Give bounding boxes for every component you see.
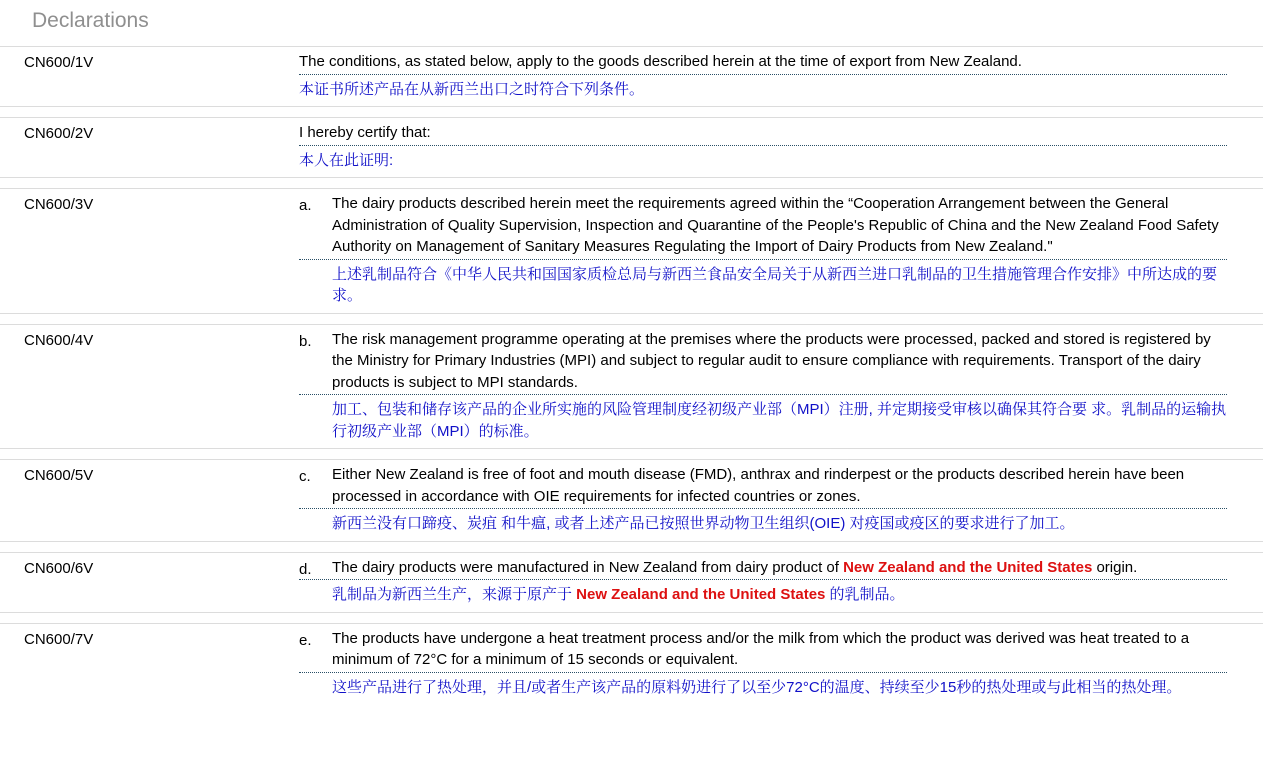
declaration-row: [0, 623, 1263, 705]
text-segment: origin.: [1092, 558, 1138, 576]
declaration-row: [0, 188, 1263, 314]
declaration-content: [299, 193, 1227, 307]
declaration-text-english: Either New Zealand is free of foot and mouth disease (FMD), anthrax and rinderpest or the products described herein have been processed in accordance with OIE requirements for infected countries or zones.: [299, 464, 1227, 509]
declaration-content: [299, 329, 1227, 443]
declaration-text-chinese: 本人在此证明:: [299, 151, 394, 169]
declaration-code: CN600/3V: [24, 196, 94, 213]
declaration-text-english: [299, 557, 1227, 581]
item-body: [332, 464, 1227, 535]
item-letter: e.: [299, 631, 312, 649]
text-segment: The dairy products were manufactured in New Zealand from dairy product of: [332, 558, 844, 576]
item-letter: d.: [299, 560, 312, 578]
declaration-text-english: The conditions, as stated below, apply to the goods described herein at the time of export from New Zealand.: [299, 51, 1227, 75]
declaration-text-chinese: 加工、包装和储存该产品的企业所实施的风险管理制度经初级产业部（MPI）注册, 并定期接受审核以确保其符合要 求。乳制品的运输执行初级产业部（MPI）的标准。: [332, 401, 1227, 440]
item-body: [332, 628, 1227, 699]
declaration-text-chinese: [299, 580, 1227, 606]
declaration-code: CN600/6V: [24, 559, 94, 577]
page-title: Declarations: [32, 9, 149, 32]
declaration-code: CN600/1V: [24, 54, 94, 71]
declaration-row: [0, 552, 1263, 613]
declaration-text-chinese: 新西兰没有口蹄疫、炭疽 和牛瘟, 或者上述产品已按照世界动物卫生组织(OIE) 对疫国或疫区的要求进行了加工。: [332, 515, 1075, 532]
item-letter: c.: [299, 468, 311, 485]
item-letter: b.: [299, 332, 312, 350]
declaration-row: [0, 46, 1263, 107]
declaration-code: CN600/7V: [24, 630, 94, 648]
declaration-row: [0, 324, 1263, 450]
declaration-content: [299, 122, 1227, 171]
declaration-text-english: The risk management programme operating at the premises where the products were processed, packed and stored is registered by the Ministry for Primary Industries (MPI) and subject to regular audit to ensure compliance with requirements. Transport of the dairy products is subject to MPI standards.: [299, 329, 1227, 396]
declaration-text-chinese: 这些产品进行了热处理，并且/或者生产该产品的原料奶进行了以至少72°C的温度、持续至少15秒的热处理或与此相当的热处理。: [332, 678, 1182, 696]
item-body: [332, 193, 1227, 307]
declaration-item: [299, 557, 1227, 606]
declaration-content: [299, 51, 1227, 100]
text-segment: 的乳制品。: [825, 586, 905, 603]
declaration-item: [299, 628, 1227, 699]
declaration-text-english: The dairy products described herein meet the requirements agreed within the “Cooperation Arrangement between the General Administration of Quality Supervision, Inspection and Quarantine of the People's Republic of China and the New Zealand Food Safety Authority on Management of Sanitary Measures Regulating the Import of Dairy Products from New Zealand.": [299, 193, 1227, 260]
origin-country-highlight: New Zealand and the United States: [576, 586, 826, 603]
declaration-code: CN600/4V: [24, 331, 94, 349]
declaration-text-english: I hereby certify that:: [299, 122, 1227, 146]
item-body: [332, 557, 1227, 606]
declaration-content: [299, 464, 1227, 535]
item-letter: a.: [299, 197, 312, 214]
declaration-code: CN600/5V: [24, 467, 94, 484]
declaration-text-chinese: 本证书所述产品在从新西兰出口之时符合下列条件。: [299, 80, 645, 98]
text-segment: 乳制品为新西兰生产，来源于原产于: [332, 586, 577, 603]
declarations-list: [0, 46, 1263, 704]
item-body: [332, 329, 1227, 443]
declaration-item: [299, 464, 1227, 535]
declaration-text-english: The products have undergone a heat treatment process and/or the milk from which the product was derived was heat treated to a minimum of 72°C for a minimum of 15 seconds or equivalent.: [299, 628, 1227, 673]
declaration-item: [299, 193, 1227, 307]
declaration-code: CN600/2V: [24, 125, 94, 142]
declaration-content: [299, 628, 1227, 699]
declaration-content: [299, 557, 1227, 606]
declaration-item: [299, 329, 1227, 443]
declaration-text-chinese: 上述乳制品符合《中华人民共和国国家质检总局与新西兰食品安全局关于从新西兰进口乳制品的卫生措施管理合作安排》中所达成的要求。: [332, 265, 1218, 304]
declaration-row: [0, 117, 1263, 178]
declaration-row: [0, 459, 1263, 542]
origin-country-highlight: New Zealand and the United States: [843, 558, 1093, 576]
